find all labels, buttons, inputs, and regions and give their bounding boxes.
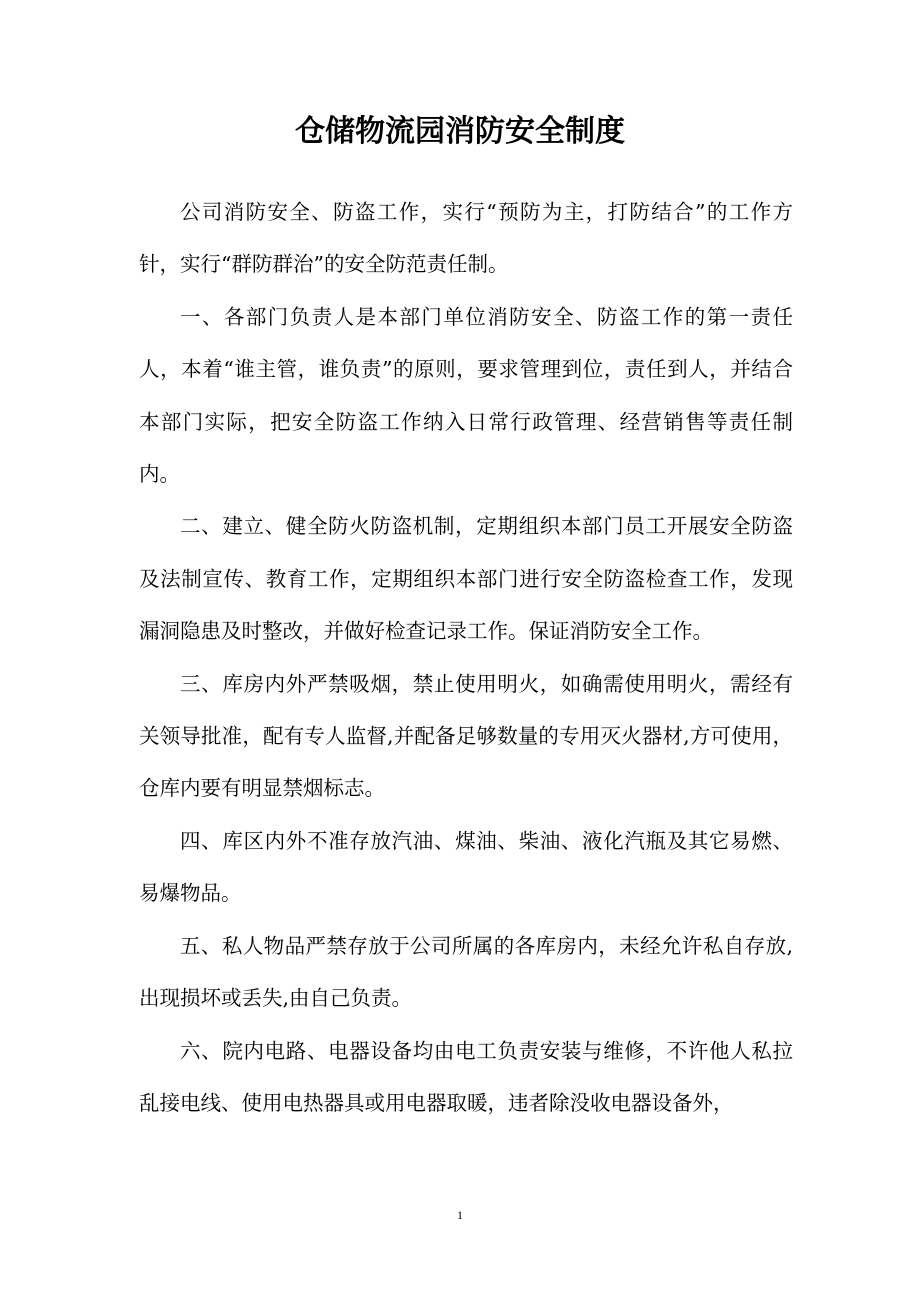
paragraph-5: 五、私人物品严禁存放于公司所属的各库房内，未经允许私自存放,出现损坏或丢失,由自己负责。: [139, 933, 793, 1011]
paragraph-3: 三、库房内外严禁吸烟，禁止使用明火，如确需使用明火，需经有关领导批准，配有专人监督,并配备足够数量的专用灭火器材,方可使用，仓库内要有明显禁烟标志。: [139, 671, 793, 801]
document-body: [139, 186, 793, 1129]
paragraph-6: 六、院内电路、电器设备均由电工负责安装与维修，不许他人私拉乱接电线、使用电热器具或用电器取暖，违者除没收电器设备外，: [139, 1038, 793, 1115]
paragraph-4: 四、库区内外不准存放汽油、煤油、柴油、液化汽瓶及其它易燃、易爆物品。: [139, 828, 793, 906]
page-number: 1: [457, 1208, 463, 1222]
document-title: 仓储物流园消防安全制度: [295, 114, 625, 149]
paragraph-intro: 公司消防安全、防盗工作，实行“预防为主，打防结合”的工作方针，实行“群防群治”的安全防范责任制。: [139, 200, 793, 277]
paragraph-2: 二、建立、健全防火防盗机制，定期组织本部门员工开展安全防盗及法制宣传、教育工作，定期组织本部门进行安全防盗检查工作，发现漏洞隐患及时整改，并做好检查记录工作。保证消防安全工作。: [139, 514, 793, 644]
paragraph-1: 一、各部门负责人是本部门单位消防安全、防盗工作的第一责任人，本着“谁主管，谁负责”的原则，要求管理到位，责任到人，并结合本部门实际，把安全防盗工作纳入日常行政管理、经营销售等责任制内。: [139, 304, 793, 487]
